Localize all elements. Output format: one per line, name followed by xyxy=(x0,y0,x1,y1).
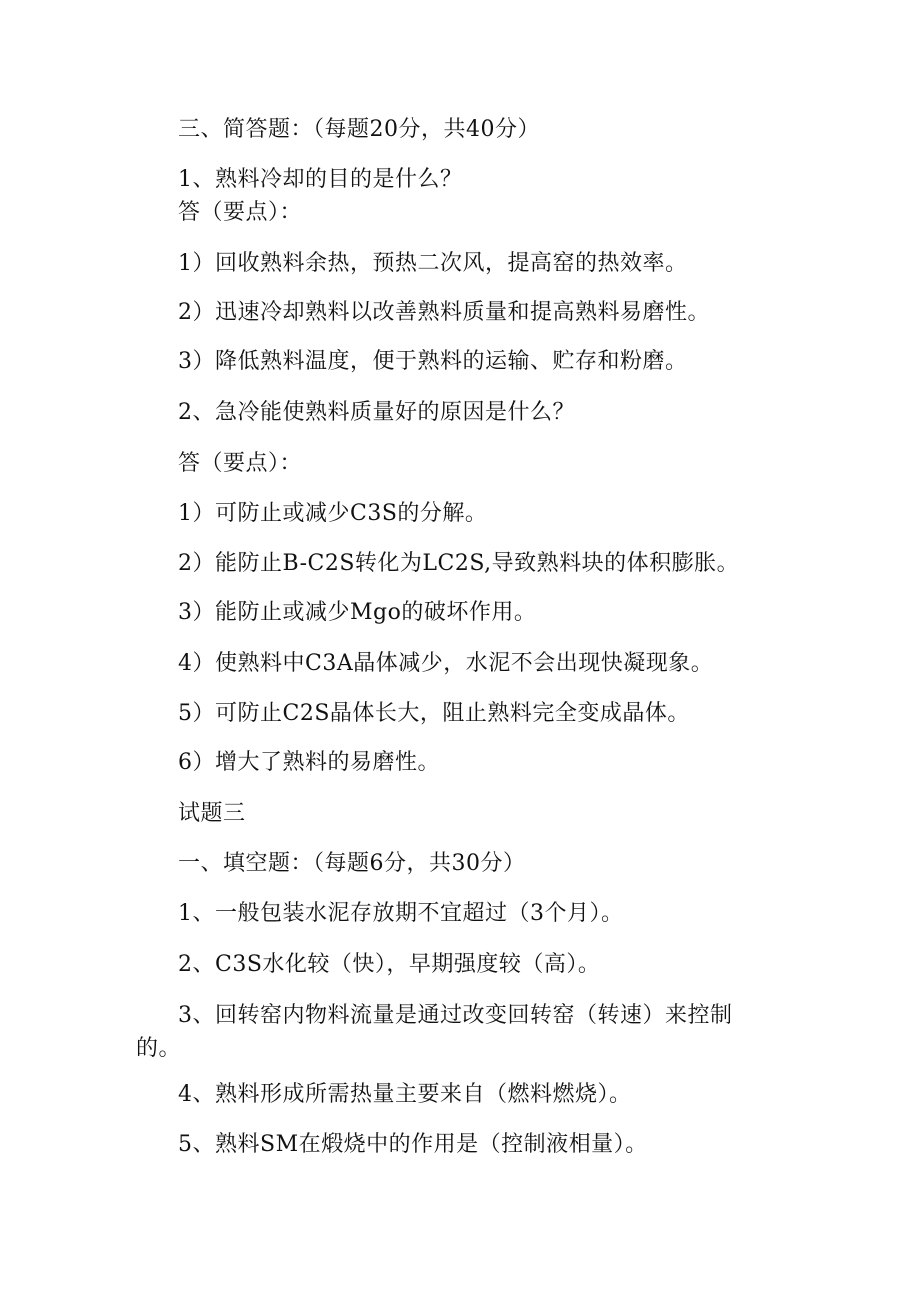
exam-title-3: 试题三 xyxy=(178,801,246,826)
fill-blank-4: 4、熟料形成所需热量主要来自（燃料燃烧）。 xyxy=(178,1082,632,1107)
fill-blank-3: 3、回转窑内物料流量是通过改变回转窑（转速）来控制的。 xyxy=(136,1003,733,1061)
fill-blank-5: 5、熟料SM在煅烧中的作用是（控制液相量）。 xyxy=(178,1132,648,1157)
section-heading-short-answer: 三、简答题：（每题20分，共40分） xyxy=(178,117,540,142)
answer-2-point-4: 4）使熟料中C3A晶体减少，水泥不会出现快凝现象。 xyxy=(178,651,714,676)
answer-2-point-1: 1）可防止或减少C3S的分解。 xyxy=(178,501,488,526)
section-heading-fill-blank: 一、填空题：（每题6分，共30分） xyxy=(178,851,526,876)
answer-2-point-2: 2）能防止B-C2S转化为LC2S,导致熟料块的体积膨胀。 xyxy=(178,551,740,576)
answer-label-1: 答（要点）： xyxy=(178,200,303,225)
question-1: 1、熟料冷却的目的是什么？ xyxy=(178,167,463,192)
answer-2-point-6: 6）增大了熟料的易磨性。 xyxy=(178,750,440,775)
answer-1-point-1: 1）回收熟料余热，预热二次风，提高窑的热效率。 xyxy=(178,251,688,276)
answer-2-point-3: 3）能防止或减少Mgo的破坏作用。 xyxy=(178,600,537,625)
question-2: 2、急冷能使熟料质量好的原因是什么？ xyxy=(178,400,575,425)
answer-label-2: 答（要点）： xyxy=(178,451,303,476)
fill-blank-1: 1、一般包装水泥存放期不宜超过（3个月）。 xyxy=(178,901,624,926)
answer-1-point-3: 3）降低熟料温度，便于熟料的运输、贮存和粉磨。 xyxy=(178,349,688,374)
fill-blank-2: 2、C3S水化较（快），早期强度较（高）。 xyxy=(178,952,601,977)
answer-2-point-5: 5）可防止C2S晶体长大，阻止熟料完全变成晶体。 xyxy=(178,701,690,726)
answer-1-point-2: 2）迅速冷却熟料以改善熟料质量和提高熟料易磨性。 xyxy=(178,300,710,325)
